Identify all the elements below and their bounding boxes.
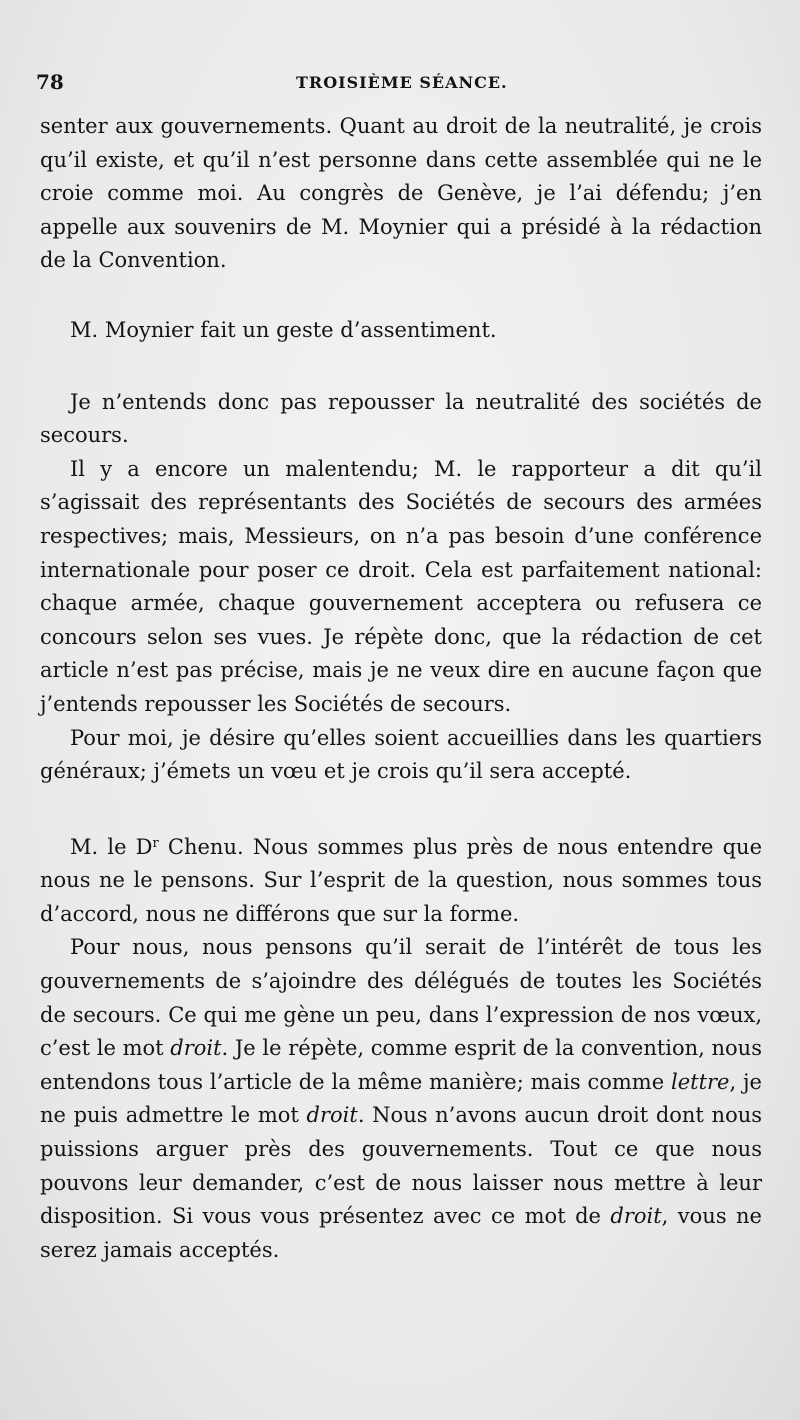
- text-run: , vous ne serez jamais acceptés.: [40, 1204, 762, 1262]
- paragraph-stage-direction: M. Moynier fait un geste d’assentiment.: [70, 317, 497, 342]
- speech-text: Nous sommes plus près de nous entendre que nous ne le pensons. Sur l’esprit de la question, nous sommes tous d’accord, nous ne différons que sur la forme.: [40, 834, 763, 926]
- italic-word: droit: [170, 1036, 222, 1061]
- paragraph-3: Je n’entends donc pas repousser la neutralité des sociétés de secours.: [40, 389, 762, 448]
- italic-word: droit: [306, 1103, 358, 1128]
- running-head: TROISIÈME SÉANCE.: [296, 73, 508, 92]
- speaker-name: [70, 835, 244, 859]
- italic-word: lettre: [671, 1069, 730, 1094]
- italic-word: droit: [610, 1204, 662, 1229]
- paragraph-4: Il y a encore un malentendu; M. le rapporteur a dit qu’il s’agissait des représentants des Sociétés de secours des armées respectives; mais, Messieurs, on n’a pas besoin d’une conférence internationale pour poser ce droit. Cela est parfaitement national: chaque armée, chaque gouvernement acceptera ou refusera ce concours selon ses vues. Je répète donc, que la rédaction de cet article n’est pas précise, mais je ne veux dire en aucune façon que j’entends repousser les Sociétés de secours.: [40, 456, 762, 716]
- text-run: , je ne puis admettre le mot: [40, 1069, 762, 1128]
- paragraph-7: [40, 931, 762, 1267]
- page-header: [36, 70, 766, 98]
- text-run: . Nous n’avons aucun droit dont nous puissions arguer près des gouvernements. Tout ce que nous pouvons leur demander, c’est de nous laisser nous mettre à leur disposition. Si vous vous présentez avec ce mot de: [40, 1103, 763, 1229]
- speaker-name-part: M. le D: [70, 834, 153, 859]
- text-run: Pour nous, nous pensons qu’il serait de l’intérêt de tous les gouvernements de s’ajoindre des délégués de toutes les Sociétés de secours. Ce qui me gène un peu, dans l’expression de nos vœux, c’est le mot: [40, 935, 762, 1061]
- paragraph-6: [40, 827, 762, 932]
- page-number: 78: [36, 70, 64, 94]
- paragraph-1: senter aux gouvernements. Quant au droit de la neutralité, je crois qu’il existe, et qu’il n’est personne dans cette assemblée qui ne le croie comme moi. Au congrès de Genève, je l’ai défendu; j’en appelle aux souvenirs de M. Moynier qui a présidé à la rédaction de la Convention.: [40, 114, 762, 273]
- body-text: [40, 110, 762, 1267]
- speaker-surname: Chenu.: [158, 834, 244, 859]
- speaker-title-superscript: r: [152, 835, 159, 851]
- text-run: . Je le répète, comme esprit de la convention, nous entendons tous l’article de la même manière; mais comme: [40, 1036, 762, 1094]
- paragraph-5: Pour moi, je désire qu’elles soient accueillies dans les quartiers généraux; j’émets un vœu et je crois qu’il sera accepté.: [40, 725, 762, 784]
